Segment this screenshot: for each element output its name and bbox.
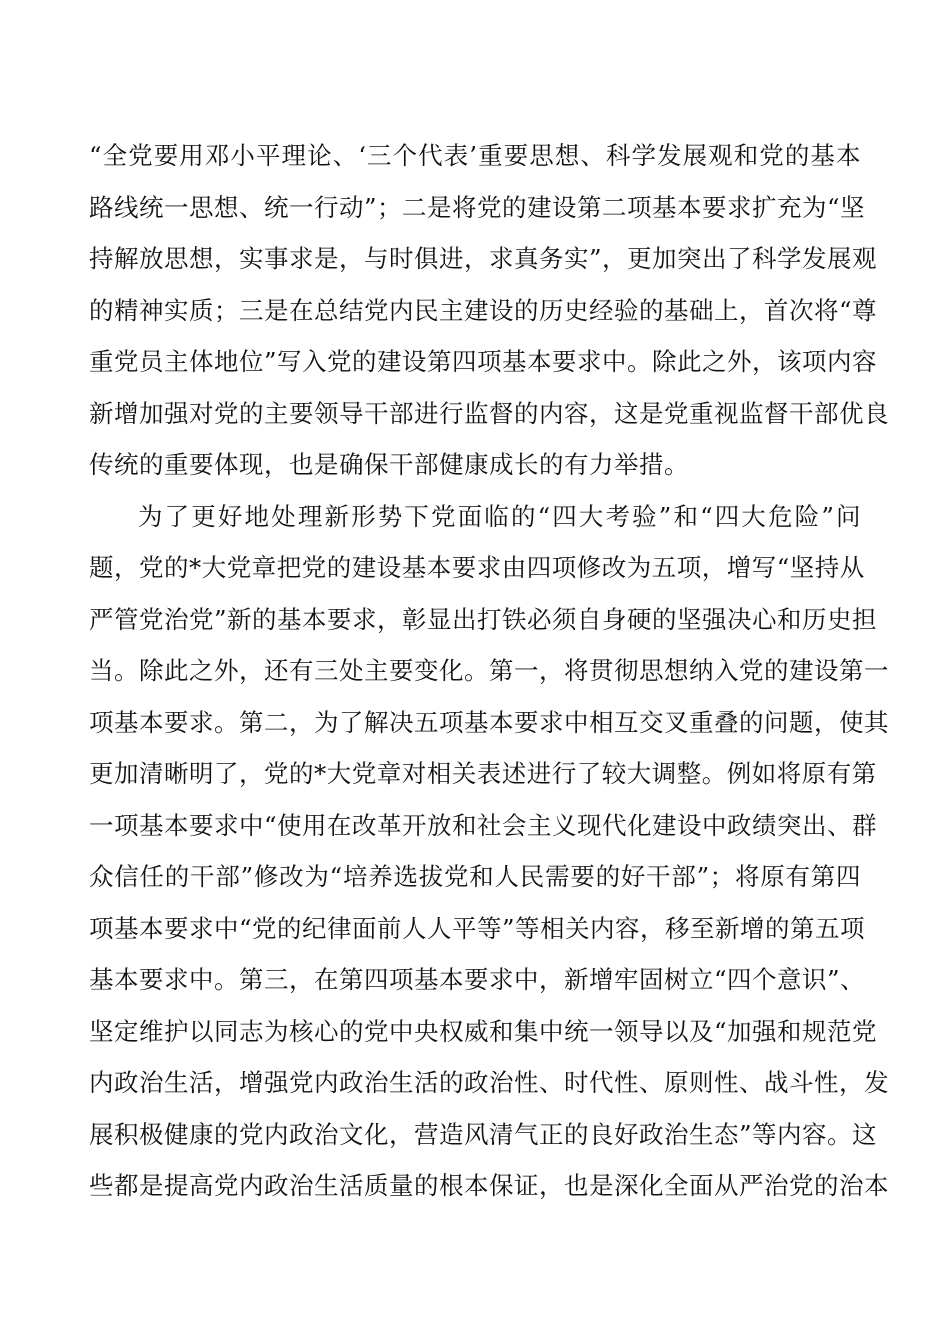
paragraph-line: 基本要求中。第三，在第四项基本要求中，新增牢固树立“四个意识”、 <box>89 965 866 994</box>
paragraph-line: 展积极健康的党内政治文化，营造风清气正的良好政治生态”等内容。这 <box>89 1119 878 1149</box>
paragraph-line: 严管党治党”新的基本要求，彰显出打铁必须自身硬的坚强决心和历史担 <box>89 604 878 634</box>
paragraph-line: 持解放思想，实事求是，与时俱进，求真务实”，更加突出了科学发展观 <box>89 244 878 273</box>
paragraph-line: 坚定维护以同志为核心的党中央权威和集中统一领导以及“加强和规范党 <box>89 1016 878 1046</box>
paragraph-line: 路线统一思想、统一行动”；二是将党的建设第二项基本要求扩充为“坚 <box>89 192 866 222</box>
paragraph-line: 些都是提高党内政治生活质量的根本保证，也是深化全面从严治党的治本 <box>89 1171 889 1200</box>
paragraph-line: 当。除此之外，还有三处主要变化。第一，将贯彻思想纳入党的建设第一 <box>89 656 889 685</box>
paragraph-line: 为了更好地处理新形势下党面临的“四大考验”和“四大危险”问 <box>138 501 861 531</box>
paragraph-2 <box>89 491 889 1212</box>
paragraph-line: 新增加强对党的主要领导干部进行监督的内容，这是党重视监督干部优良 <box>89 398 889 428</box>
document-body <box>89 130 889 1212</box>
paragraph-line: 项基本要求中“党的纪律面前人人平等”等相关内容，移至新增的第五项 <box>89 913 866 943</box>
paragraph-line: 传统的重要体现，也是确保干部健康成长的有力举措。 <box>89 450 689 479</box>
paragraph-line: 的精神实质；三是在总结党内民主建设的历史经验的基础上，首次将“尊 <box>89 295 878 325</box>
paragraph-line: 题，党的*大党章把党的建设基本要求由四项修改为五项，增写“坚持从 <box>89 553 865 582</box>
paragraph-line: 项基本要求。第二，为了解决五项基本要求中相互交叉重叠的问题，使其 <box>89 707 889 737</box>
paragraph-line: 内政治生活，增强党内政治生活的政治性、时代性、原则性、战斗性，发 <box>89 1068 889 1097</box>
paragraph-line: 更加清晰明了，党的*大党章对相关表述进行了较大调整。例如将原有第 <box>89 759 877 788</box>
paragraph-line: 众信任的干部”修改为“培养选拔党和人民需要的好干部”；将原有第四 <box>89 862 861 891</box>
paragraph-line: 重党员主体地位”写入党的建设第四项基本要求中。除此之外，该项内容 <box>89 347 878 376</box>
paragraph-line: “全党要用邓小平理论、‘三个代表’重要思想、科学发展观和党的基本 <box>89 141 861 170</box>
paragraph-line: 一项基本要求中“使用在改革开放和社会主义现代化建设中政绩突出、群 <box>89 810 878 840</box>
paragraph-1 <box>89 130 889 491</box>
